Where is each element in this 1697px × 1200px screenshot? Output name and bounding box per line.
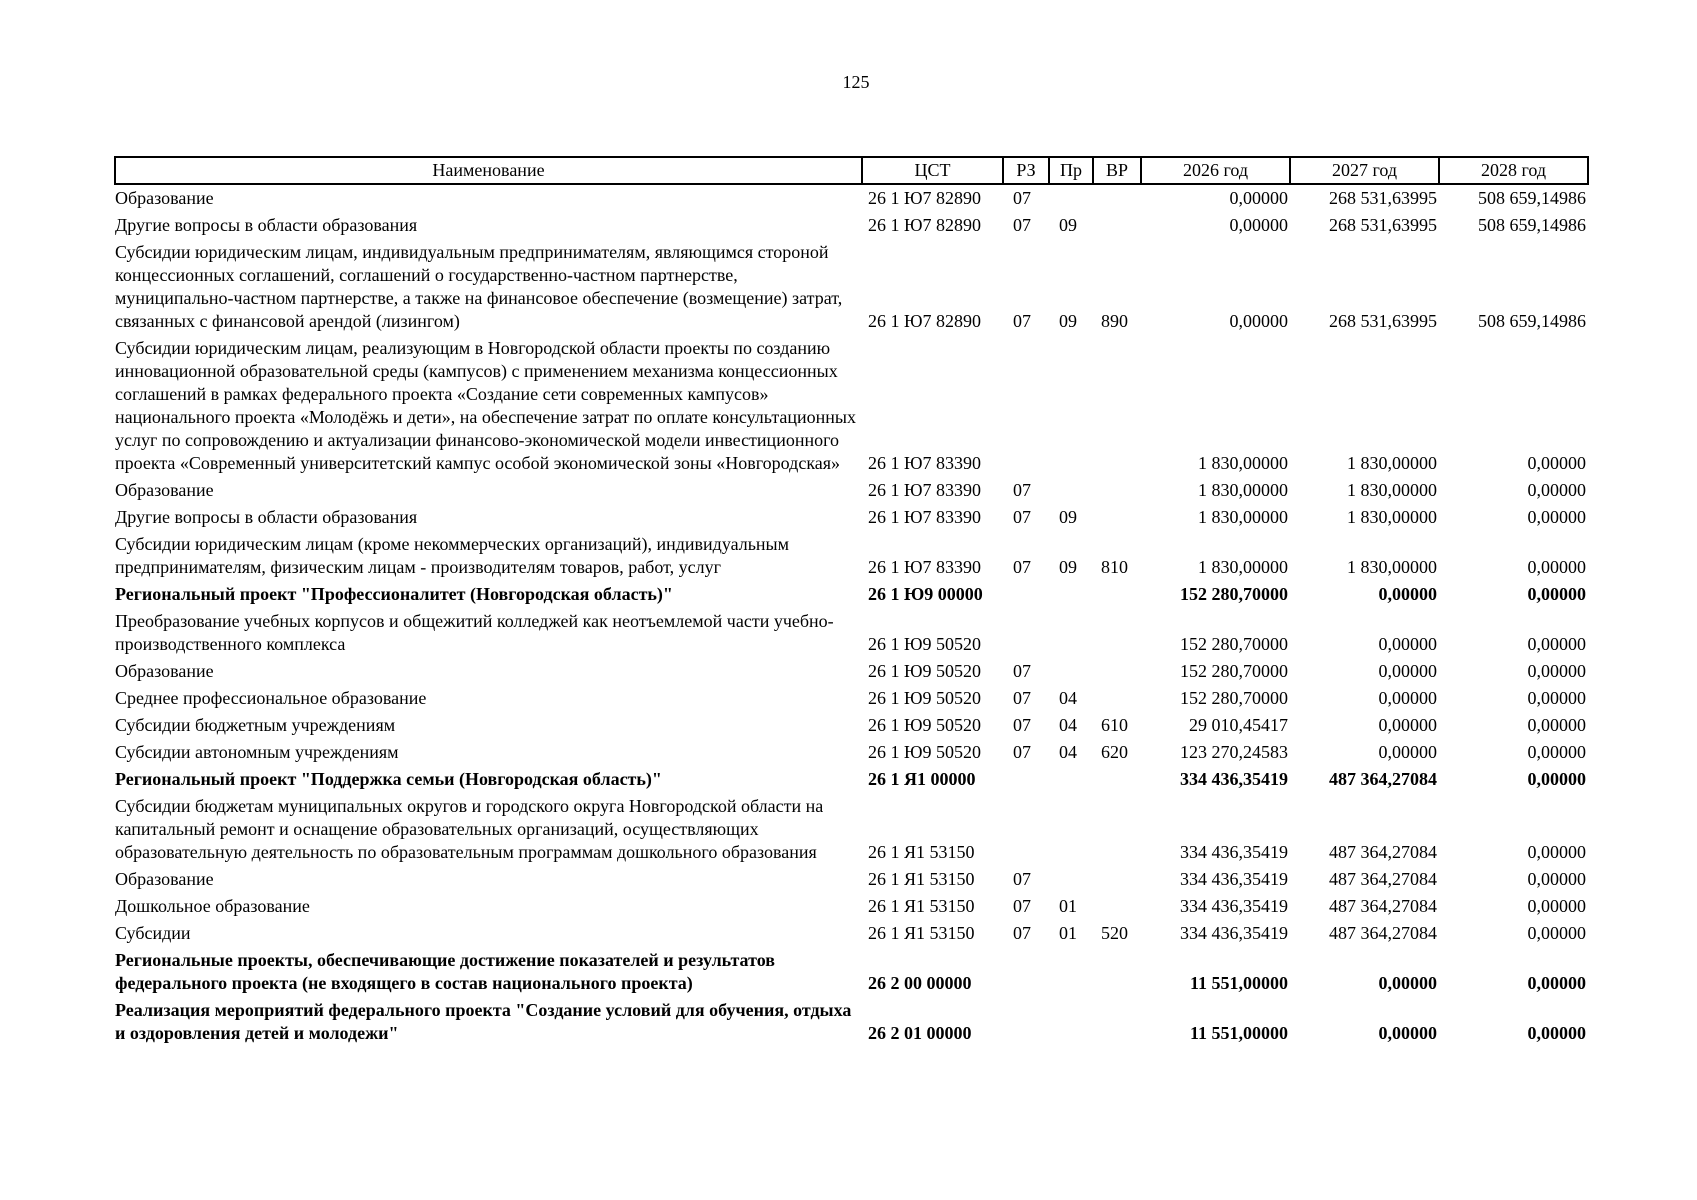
row-vr [1093,608,1141,658]
row-cst: 26 1 Ю9 50520 [868,688,982,708]
row-value-2028: 508 659,14986 [1478,215,1586,235]
row-name: Преобразование учебных корпусов и общежитий колледжей как неотъемлемой части учебно-производственного комплекса [115,611,834,654]
row-value-2027: 0,00000 [1378,742,1437,762]
row-value-2028: 0,00000 [1527,453,1586,473]
row-vr [1093,766,1141,793]
row-cst: 26 1 Я1 53150 [868,923,975,943]
row-cst: 26 1 Я1 53150 [868,896,975,916]
row-value-2028: 0,00000 [1527,507,1586,527]
row-value-2027: 0,00000 [1378,688,1437,708]
row-value-2026: 152 280,70000 [1180,688,1288,708]
row-value-2027: 487 364,27084 [1329,869,1437,889]
row-cst: 26 1 Ю9 50520 [868,715,982,735]
row-pr [1049,658,1093,685]
header-name: Наименование [115,157,862,184]
row-value-2028: 0,00000 [1527,557,1586,577]
row-name: Региональный проект "Профессионалитет (Новгородская область)" [115,584,673,604]
row-pr: 04 [1059,742,1077,762]
row-name: Образование [115,869,214,889]
table-row [115,766,1588,793]
row-pr [1049,766,1093,793]
row-value-2027: 1 830,00000 [1347,557,1437,577]
row-name: Субсидии бюджетным учреждениям [115,715,396,735]
row-pr [1049,477,1093,504]
row-rz [1003,608,1049,658]
row-rz: 07 [1013,507,1031,527]
table-row [115,239,1588,335]
row-value-2026: 29 010,45417 [1189,715,1288,735]
row-value-2026: 152 280,70000 [1180,661,1288,681]
row-rz: 07 [1013,480,1031,500]
header-2027: 2027 год [1290,157,1439,184]
row-value-2026: 0,00000 [1229,311,1288,331]
row-pr [1049,581,1093,608]
row-rz: 07 [1013,742,1031,762]
row-pr: 09 [1059,507,1077,527]
row-vr [1093,212,1141,239]
table-row [115,477,1588,504]
row-vr [1093,866,1141,893]
row-name: Дошкольное образование [115,896,310,916]
row-pr: 04 [1059,715,1077,735]
row-value-2027: 0,00000 [1378,661,1437,681]
row-name: Субсидии юридическим лицам, реализующим в Новгородской области проекты по созданию инновационной образовательной среды (кампусов) с применением механизма концессионных соглашений в рамках федерального проекта «Создание сети современных кампусов» национального проекта «Молодёжь и дети», на обеспечение затрат по оплате консультационных услуг по сопровождению и актуализации финансово-экономической модели инвестиционного проекта «Современный университетский кампус особой экономической зоны «Новгородская» [115,338,857,473]
table-row [115,893,1588,920]
row-vr [1093,793,1141,866]
row-value-2028: 0,00000 [1527,1023,1586,1043]
table-row [115,739,1588,766]
row-cst: 26 1 Ю7 82890 [868,215,982,235]
table-row [115,504,1588,531]
row-value-2028: 0,00000 [1527,869,1586,889]
row-value-2028: 0,00000 [1527,480,1586,500]
row-value-2026: 152 280,70000 [1180,584,1288,604]
header-vr: ВР [1093,157,1141,184]
row-value-2028: 0,00000 [1527,688,1586,708]
row-value-2027: 0,00000 [1378,634,1437,654]
table-row [115,997,1588,1047]
table-row [115,608,1588,658]
row-vr: 620 [1101,742,1128,762]
row-pr: 04 [1059,688,1077,708]
row-name: Образование [115,480,214,500]
row-cst: 26 1 Ю7 83390 [868,480,982,500]
row-value-2027: 0,00000 [1378,973,1437,993]
row-value-2027: 268 531,63995 [1329,215,1437,235]
row-cst: 26 1 Я1 00000 [868,769,976,789]
row-value-2027: 487 364,27084 [1329,896,1437,916]
row-rz: 07 [1013,188,1031,208]
header-2026: 2026 год [1141,157,1290,184]
row-name: Субсидии юридическим лицам (кроме некоммерческих организаций), индивидуальным предпринимателям, физическим лицам - производителям товаров, работ, услуг [115,534,790,577]
row-pr: 09 [1059,311,1077,331]
row-value-2026: 152 280,70000 [1180,634,1288,654]
table-row [115,212,1588,239]
row-value-2027: 0,00000 [1378,584,1437,604]
row-value-2027: 0,00000 [1378,1023,1437,1043]
row-value-2028: 508 659,14986 [1478,188,1586,208]
row-vr [1093,581,1141,608]
row-rz [1003,793,1049,866]
table-row [115,531,1588,581]
row-vr: 810 [1101,557,1128,577]
row-value-2027: 1 830,00000 [1347,453,1437,473]
row-rz: 07 [1013,923,1031,943]
table-row [115,658,1588,685]
row-value-2026: 11 551,00000 [1189,1023,1288,1043]
row-vr [1093,658,1141,685]
row-vr: 520 [1101,923,1128,943]
row-cst: 26 1 Ю7 82890 [868,311,982,331]
row-pr [1049,866,1093,893]
row-rz: 07 [1013,715,1031,735]
row-value-2026: 11 551,00000 [1189,973,1288,993]
table-row [115,947,1588,997]
row-value-2028: 0,00000 [1527,923,1586,943]
row-pr [1049,335,1093,477]
row-rz [1003,581,1049,608]
row-vr [1093,947,1141,997]
row-value-2028: 0,00000 [1527,584,1586,604]
row-cst: 26 1 Я1 53150 [868,842,975,862]
row-name: Субсидии [115,923,191,943]
row-name: Образование [115,661,214,681]
row-cst: 26 1 Ю9 50520 [868,661,982,681]
row-name: Другие вопросы в области образования [115,215,418,235]
row-rz: 07 [1013,311,1031,331]
row-value-2027: 1 830,00000 [1347,480,1437,500]
row-cst: 26 1 Ю9 00000 [868,584,983,604]
row-pr [1049,947,1093,997]
row-pr: 09 [1059,557,1077,577]
row-vr [1093,335,1141,477]
row-value-2028: 0,00000 [1527,973,1586,993]
row-pr [1049,608,1093,658]
row-value-2026: 1 830,00000 [1198,557,1288,577]
row-rz [1003,766,1049,793]
table-row [115,793,1588,866]
row-value-2026: 334 436,35419 [1180,769,1288,789]
row-vr: 890 [1101,311,1128,331]
row-value-2027: 1 830,00000 [1347,507,1437,527]
row-rz [1003,335,1049,477]
row-value-2028: 0,00000 [1527,715,1586,735]
row-value-2027: 487 364,27084 [1329,842,1437,862]
row-rz [1003,947,1049,997]
table-header [115,157,1588,184]
table-row [115,920,1588,947]
row-vr [1093,893,1141,920]
row-value-2026: 123 270,24583 [1180,742,1288,762]
row-value-2028: 0,00000 [1527,896,1586,916]
row-pr [1049,997,1093,1047]
row-pr [1049,793,1093,866]
table-row [115,581,1588,608]
row-value-2028: 0,00000 [1527,634,1586,654]
row-value-2027: 487 364,27084 [1329,769,1437,789]
row-name: Реализация мероприятий федерального проекта "Создание условий для обучения, отдыха и оздоровления детей и молодежи" [115,1000,852,1043]
table-row [115,335,1588,477]
row-value-2027: 268 531,63995 [1329,311,1437,331]
row-name: Субсидии автономным учреждениям [115,742,399,762]
row-cst: 26 1 Ю7 82890 [868,188,982,208]
table-row [115,712,1588,739]
row-vr [1093,504,1141,531]
header-2028: 2028 год [1439,157,1588,184]
row-name: Образование [115,188,214,208]
row-rz: 07 [1013,557,1031,577]
row-value-2026: 1 830,00000 [1198,453,1288,473]
row-rz [1003,997,1049,1047]
row-cst: 26 1 Ю7 83390 [868,507,982,527]
row-rz: 07 [1013,661,1031,681]
row-value-2028: 0,00000 [1527,661,1586,681]
row-cst: 26 1 Ю9 50520 [868,742,982,762]
row-vr [1093,184,1141,212]
row-cst: 26 1 Ю7 83390 [868,453,982,473]
row-value-2028: 0,00000 [1527,742,1586,762]
header-cst: ЦСТ [862,157,1003,184]
row-value-2028: 508 659,14986 [1478,311,1586,331]
row-cst: 26 2 01 00000 [868,1023,972,1043]
row-rz: 07 [1013,215,1031,235]
row-value-2026: 0,00000 [1229,215,1288,235]
header-pr: Пр [1049,157,1093,184]
row-value-2027: 0,00000 [1378,715,1437,735]
row-cst: 26 1 Ю9 50520 [868,634,982,654]
row-name: Среднее профессиональное образование [115,688,427,708]
row-value-2026: 334 436,35419 [1180,869,1288,889]
row-cst: 26 1 Я1 53150 [868,869,975,889]
row-name: Региональный проект "Поддержка семьи (Новгородская область)" [115,769,662,789]
table-row [115,184,1588,212]
table-row [115,685,1588,712]
row-rz: 07 [1013,688,1031,708]
row-value-2027: 487 364,27084 [1329,923,1437,943]
row-vr: 610 [1101,715,1128,735]
row-value-2028: 0,00000 [1527,769,1586,789]
row-vr [1093,997,1141,1047]
budget-table [114,156,1589,1047]
row-value-2028: 0,00000 [1527,842,1586,862]
row-value-2026: 334 436,35419 [1180,896,1288,916]
row-value-2026: 1 830,00000 [1198,480,1288,500]
row-cst: 26 2 00 00000 [868,973,972,993]
row-name: Субсидии юридическим лицам, индивидуальным предпринимателям, являющимся стороной концессионных соглашений, соглашений о государственно-частном партнерстве, муниципально-частном партнерстве, а также на финансовое обеспечение (возмещение) затрат, связанных с финансовой арендой (лизингом) [115,242,843,331]
row-value-2027: 268 531,63995 [1329,188,1437,208]
row-rz: 07 [1013,896,1031,916]
row-pr: 01 [1059,896,1077,916]
row-vr [1093,685,1141,712]
row-name: Региональные проекты, обеспечивающие достижение показателей и результатов федерального проекта (не входящего в состав национального проекта) [115,950,775,993]
row-rz: 07 [1013,869,1031,889]
row-pr: 09 [1059,215,1077,235]
page-number: 125 [842,72,870,92]
row-value-2026: 0,00000 [1229,188,1288,208]
table-row [115,866,1588,893]
row-cst: 26 1 Ю7 83390 [868,557,982,577]
row-name: Другие вопросы в области образования [115,507,418,527]
row-value-2026: 334 436,35419 [1180,923,1288,943]
header-rz: РЗ [1003,157,1049,184]
row-pr: 01 [1059,923,1077,943]
row-pr [1049,184,1093,212]
row-value-2026: 334 436,35419 [1180,842,1288,862]
row-vr [1093,477,1141,504]
row-name: Субсидии бюджетам муниципальных округов и городского округа Новгородской области на капитальный ремонт и оснащение образовательных организаций, осуществляющих образовательную деятельность по образовательным программам дошкольного образования [115,796,824,862]
row-value-2026: 1 830,00000 [1198,507,1288,527]
